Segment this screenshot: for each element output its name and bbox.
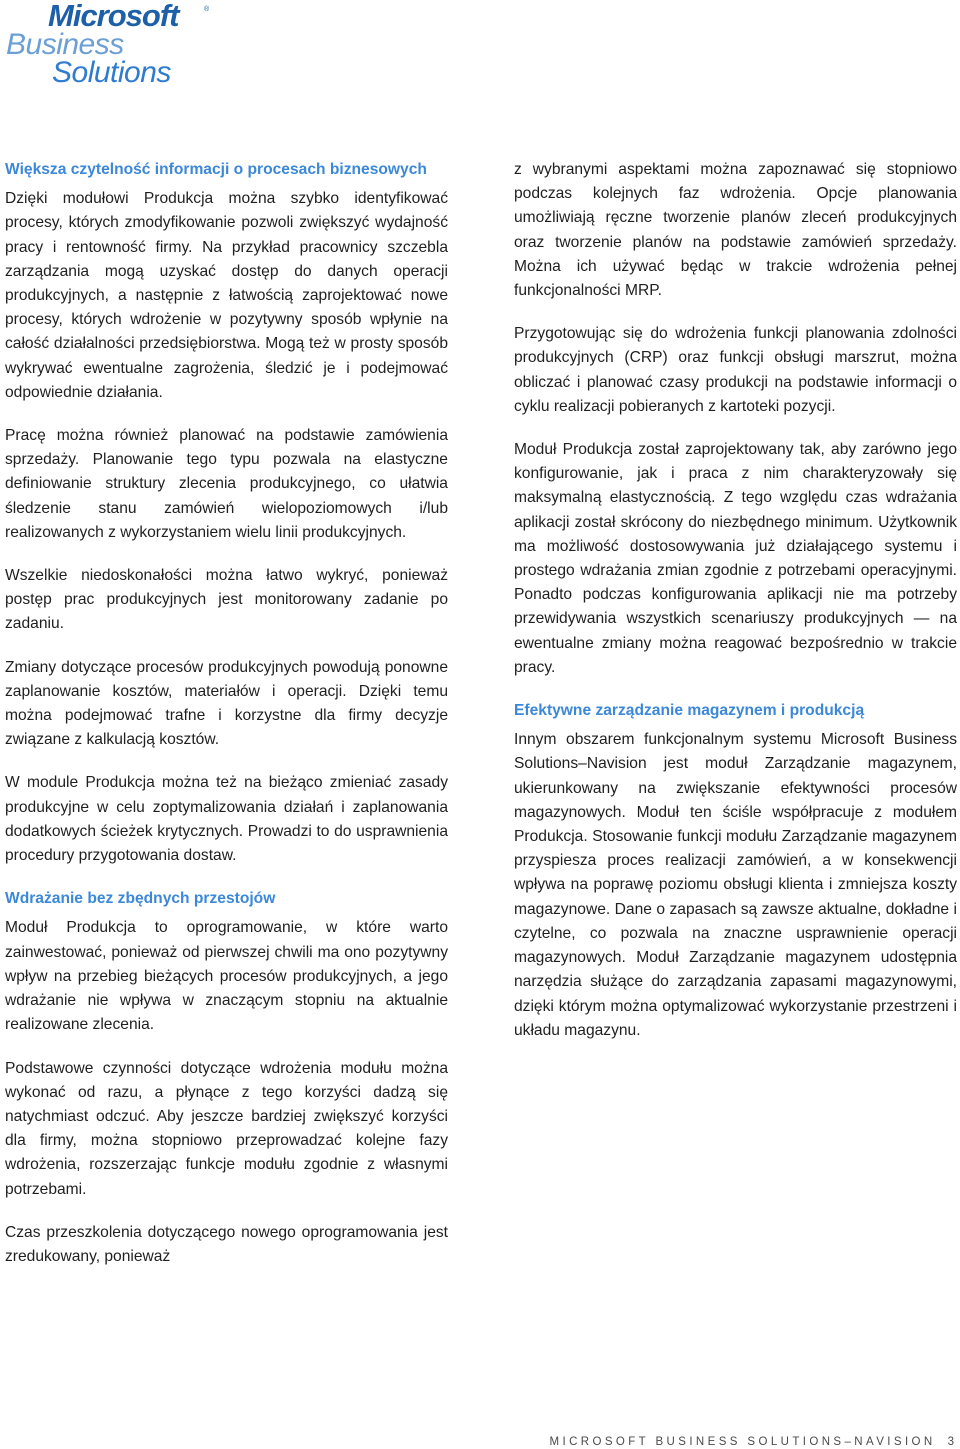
- paragraph: Wszelkie niedoskonałości można łatwo wykryć, ponieważ postęp prac produkcyjnych jest monitorowany zadanie po zadaniu.: [5, 567, 448, 633]
- footer-brand-text: MICROSOFT BUSINESS SOLUTIONS–NAVISION: [549, 1436, 936, 1448]
- paragraph: Innym obszarem funkcjonalnym systemu Microsoft Business Solutions–Navision jest moduł Zarządzanie magazynem, ukierunkowany na zwiększanie efektywności procesów magazynowych. Moduł ten ściśle współpracuje z modułem Produkcja. Stosowanie funkcji modułu Zarządzanie magazynem przyspiesza proces realizacji zamówień, a w konsekwencji wpływa na poprawę poziomu obsługi klienta i zmniejsza koszty magazynowe. Dane o zapasach są zawsze aktualne, dokładne i czytelne, co pozwala na znaczne usprawnienie operacji magazynowych. Moduł Zarządzanie magazynem udostępnia narzędzia służące do zarządzania zapasami magazynowymi, dzięki którym można optymalizować wykorzystanie przestrzeni i układu magazynu.: [514, 731, 957, 1039]
- page-footer: [550, 1436, 955, 1448]
- paragraph: Moduł Produkcja został zaprojektowany tak, aby zarówno jego konfigurowanie, jak i praca z nim charakteryzowały się maksymalną elastycznością. Z tego względu czas wdrażania aplikacji został skrócony do niezbędnego minimum. Użytkownik ma możliwość dostosowywania już działającego systemu i prostego wdrażania zmian zgodnie z potrzebami operacyjnymi. Ponadto podczas konfigurowania aplikacji nie ma potrzeby przewidywania wszystkich scenariuszy produkcyjnych — na ewentualne zmiany można reagować bezpośrednio w trakcie pracy.: [514, 441, 957, 676]
- paragraph: Przygotowując się do wdrożenia funkcji planowania zdolności produkcyjnych (CRP) oraz funkcji obsługi marszrut, można obliczać i planować czasy produkcji na podstawie informacji o cyklu realizacji pobieranych z kartoteki pozycji.: [514, 325, 957, 415]
- paragraph: Moduł Produkcja to oprogramowanie, w które warto zainwestować, ponieważ od pierwszej chwili ma ono pozytywny wpływ na przebieg bieżących procesów produkcyjnych, a jego wdrażanie nie wpływa w znaczącym stopniu na aktualnie realizowane zlecenia.: [5, 919, 448, 1034]
- paragraph: z wybranymi aspektami można zapoznawać się stopniowo podczas kolejnych faz wdrożenia. Opcje planowania umożliwiają ręczne tworzenie planów zleceń produkcyjnych oraz tworzenie planów na podstawie zamówień sprzedaży. Można ich używać będąc w trakcie wdrożenia pełnej funkcjonalności MRP.: [514, 161, 957, 300]
- section-heading-warehouse: Efektywne zarządzanie magazynem i produkcją: [514, 702, 865, 720]
- paragraph: Zmiany dotyczące procesów produkcyjnych powodują ponowne zaplanowanie kosztów, materiałów i operacji. Dzięki temu można podejmować trafne i korzystne dla firmy decyzje związane z kalkulacją kosztów.: [5, 658, 448, 749]
- paragraph: Pracę można również planować na podstawie zamówienia sprzedaży. Planowanie tego typu pozwala na elastyczne definiowanie struktury zlecenia produkcyjnego, co ułatwia śledzenie stanu zamówień wielopoziomowych i/lub realizowanych z wykorzystaniem wielu linii produkcyjnych.: [5, 427, 448, 541]
- right-column: [514, 158, 957, 1062]
- page-number: 3: [947, 1436, 954, 1448]
- paragraph: Czas przeszkolenia dotyczącego nowego oprogramowania jest zredukowany, ponieważ: [5, 1223, 448, 1265]
- left-column: [5, 158, 448, 1288]
- paragraph: W module Produkcja można też na bieżąco zmieniać zasady produkcyjne w celu zoptymalizowania działań i zaplanowania dodatkowych ścieżek krytycznych. Prowadzi to do usprawnienia procedury przygotowania dostaw.: [5, 774, 448, 865]
- paragraph: Podstawowe czynności dotyczące wdrożenia modułu można wykonać od razu, a płynące z tego korzyści dadzą się natychmiast odczuć. Aby jeszcze bardziej zwiększyć korzyści dla firmy, można stopniowo przeprowadzać kolejne fazy wdrożenia, rozszerzając funkcje modułu zgodnie z własnymi potrzebami.: [5, 1059, 448, 1198]
- paragraph: Dzięki modułowi Produkcja można szybko identyfikować procesy, których zmodyfikowanie pozwoli zwiększyć wydajność pracy i rentowność firmy. Na przykład pracownicy szczebla zarządzania mogą uzyskać dostęp do danych operacji produkcyjnych, a następnie z łatwością zaprojektować nowe procesy, których wdrożenie w pozytywny sposób wpłynie na całość działalności przedsiębiorstwa. Mogą też w prosty sposób wykrywać ewentualne zagrożenia, śledzić je i podejmować odpowiednie działania.: [5, 190, 448, 401]
- logo-solutions-text: Solutions: [52, 56, 171, 89]
- microsoft-business-solutions-logo: [4, 0, 218, 92]
- section-heading-business-processes: Większa czytelność informacji o procesach biznesowych: [5, 161, 427, 178]
- logo-microsoft-text: Microsoft: [48, 0, 179, 33]
- logo-registered-mark: ®: [204, 6, 210, 13]
- section-heading-deployment: Wdrażanie bez zbędnych przestojów: [5, 890, 276, 908]
- logo-business-text: Business: [6, 28, 124, 61]
